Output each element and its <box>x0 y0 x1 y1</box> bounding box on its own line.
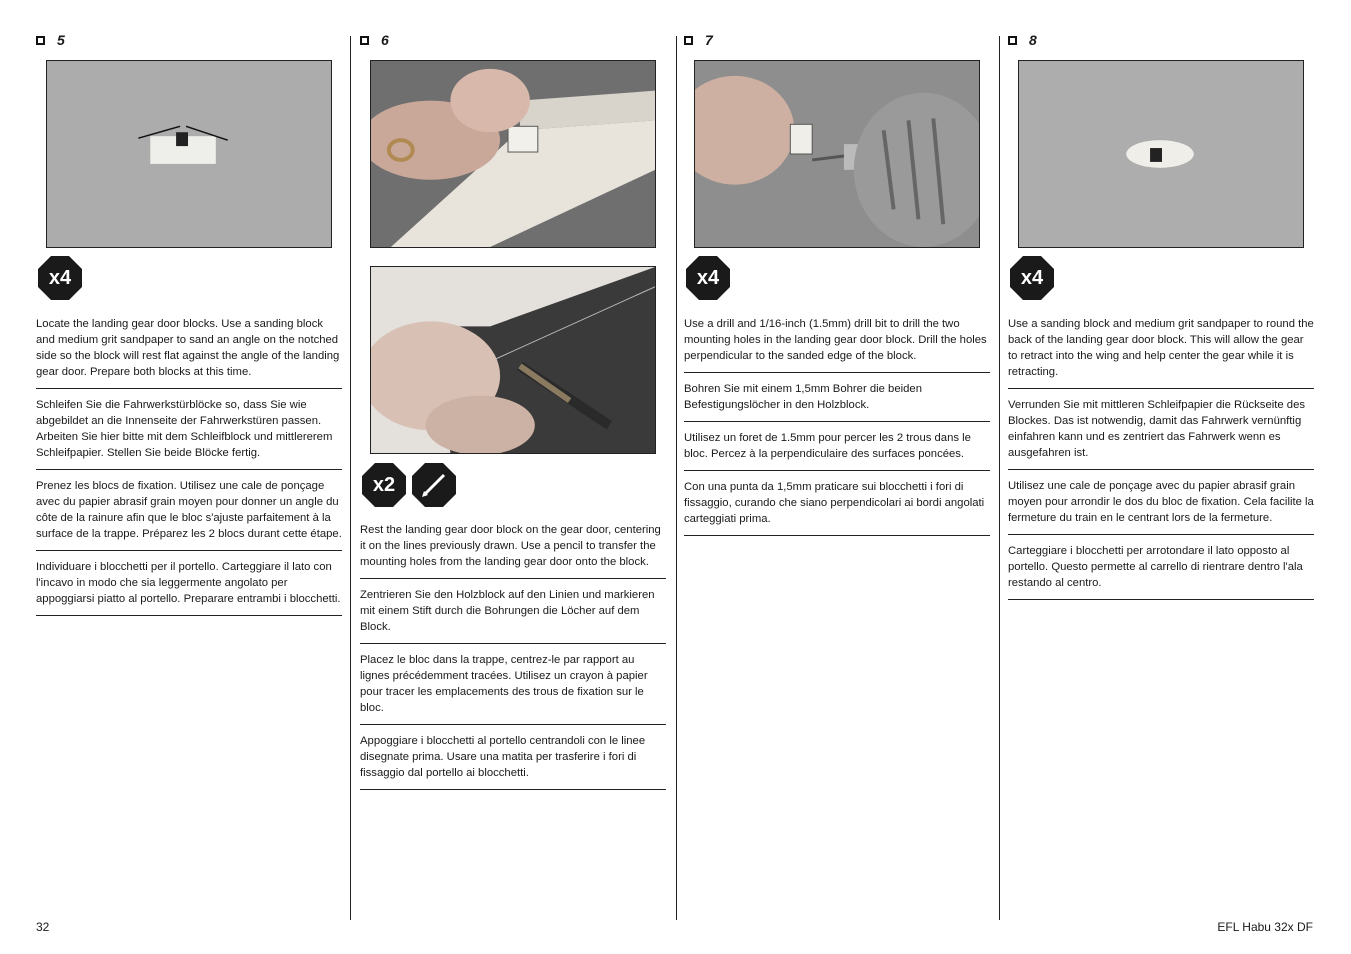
column-divider <box>999 36 1000 920</box>
instruction-english: Use a sanding block and medium grit sandpaper to round the back of the landing gear door block. This will allow the gear to retract into the wing and help center the gear while it is retracting. <box>1008 316 1314 389</box>
step-photo <box>694 60 980 248</box>
step-number: 5 <box>57 32 65 48</box>
instruction-french: Utilisez un foret de 1.5mm pour percer les 2 trous dans le bloc. Percez à la perpendiculaire des surfaces poncées. <box>684 430 990 471</box>
product-name: EFL Habu 32x DF <box>1217 920 1313 934</box>
step-header <box>684 30 990 50</box>
instruction-english: Locate the landing gear door blocks. Use a sanding block and medium grit sandpaper to sand an angle on the notched side so the block will rest flat against the angle of the landing gear door. Prepare both blocks at this time. <box>36 316 342 389</box>
step-photo <box>370 266 656 454</box>
instruction-german: Verrunden Sie mit mittleren Schleifpapier die Rückseite des Blockes. Das ist notwendig, damit das Fahrwerk vernünftig einfahren kann und es zentriert das Fahrwerk wenn es ausgefahren ist. <box>1008 397 1314 470</box>
instruction-french: Utilisez une cale de ponçage avec du papier abrasif grain moyen pour arrondir le dos du bloc de fixation. Cela facilite la fermeture du train en le centrant lors de la fermeture. <box>1008 478 1314 535</box>
step-photo <box>370 60 656 248</box>
quantity-badge: x4 <box>686 256 730 300</box>
checkbox-icon[interactable] <box>1008 36 1017 45</box>
step-header <box>360 30 666 50</box>
checkbox-icon[interactable] <box>360 36 369 45</box>
step-8-column <box>1008 30 1314 589</box>
instruction-german: Bohren Sie mit einem 1,5mm Bohrer die beiden Befestigungslöcher in den Holzblock. <box>684 381 990 422</box>
page-number: 32 <box>36 920 50 934</box>
instruction-english: Use a drill and 1/16-inch (1.5mm) drill bit to drill the two mounting holes in the landing gear door block. Drill the holes perpendicular to the sanded edge of the block. <box>684 316 990 373</box>
instruction-german: Schleifen Sie die Fahrwerkstürblöcke so, dass Sie wie abgebildet an die Innenseite der Fahrwerkstüren passen. Arbeiten Sie hier bitte mit dem Schleifblock und mittlererem Schleifpapier. Stellen Sie beide Blöcke fertig. <box>36 397 342 470</box>
step-instructions <box>1008 316 1314 608</box>
step-header <box>36 30 342 50</box>
step-7-column <box>684 30 990 525</box>
instruction-german: Zentrieren Sie den Holzblock auf den Linien und markieren mit einem Stift durch die Bohrungen die Löcher auf dem Block. <box>360 587 666 644</box>
step-number: 7 <box>705 32 713 48</box>
step-instructions <box>360 522 666 798</box>
instruction-italian: Con una punta da 1,5mm praticare sui blocchetti i fori di fissaggio, curando che siano perpendicolari ai bordi angolati carteggiati prima. <box>684 479 990 536</box>
column-divider <box>350 36 351 920</box>
instruction-english: Rest the landing gear door block on the gear door, centering it on the lines previously drawn. Use a pencil to transfer the mounting holes from the landing gear door onto the block. <box>360 522 666 579</box>
instruction-italian: Individuare i blocchetti per il portello. Carteggiare il lato con l'incavo in modo che sia leggermente angolato per appoggiarsi piatto al portello. Preparare entrambi i blocchetti. <box>36 559 342 616</box>
checkbox-icon[interactable] <box>684 36 693 45</box>
instruction-italian: Carteggiare i blocchetti per arrotondare il lato opposto al portello. Questo permette al carrello di rientrare dentro l'ala restando al centro. <box>1008 543 1314 600</box>
quantity-badge: x4 <box>1010 256 1054 300</box>
instruction-french: Placez le bloc dans la trappe, centrez-le par rapport au lignes précédemment tracées. Utilisez un crayon à papier pour tracer les emplacements des trous de fixation sur le bloc. <box>360 652 666 725</box>
quantity-badge: x4 <box>38 256 82 300</box>
column-divider <box>676 36 677 920</box>
pencil-icon <box>412 463 456 507</box>
step-number: 6 <box>381 32 389 48</box>
step-instructions <box>36 316 342 624</box>
step-header <box>1008 30 1314 50</box>
instruction-french: Prenez les blocs de fixation. Utilisez une cale de ponçage avec du papier abrasif grain moyen pour donner un angle du côte de la rainure afin que le bloc s'ajuste parfaitement à la surface de la trappe. Préparez les 2 blocs durant cette étape. <box>36 478 342 551</box>
step-photo <box>46 60 332 248</box>
step-5-column <box>36 30 342 605</box>
step-instructions <box>684 316 990 544</box>
quantity-badge: x2 <box>362 463 406 507</box>
step-number: 8 <box>1029 32 1037 48</box>
step-photo <box>1018 60 1304 248</box>
checkbox-icon[interactable] <box>36 36 45 45</box>
instruction-italian: Appoggiare i blocchetti al portello centrandoli con le linee disegnate prima. Usare una matita per trasferire i fori di fissaggio dal portello ai blocchetti. <box>360 733 666 790</box>
step-6-column <box>360 30 666 779</box>
